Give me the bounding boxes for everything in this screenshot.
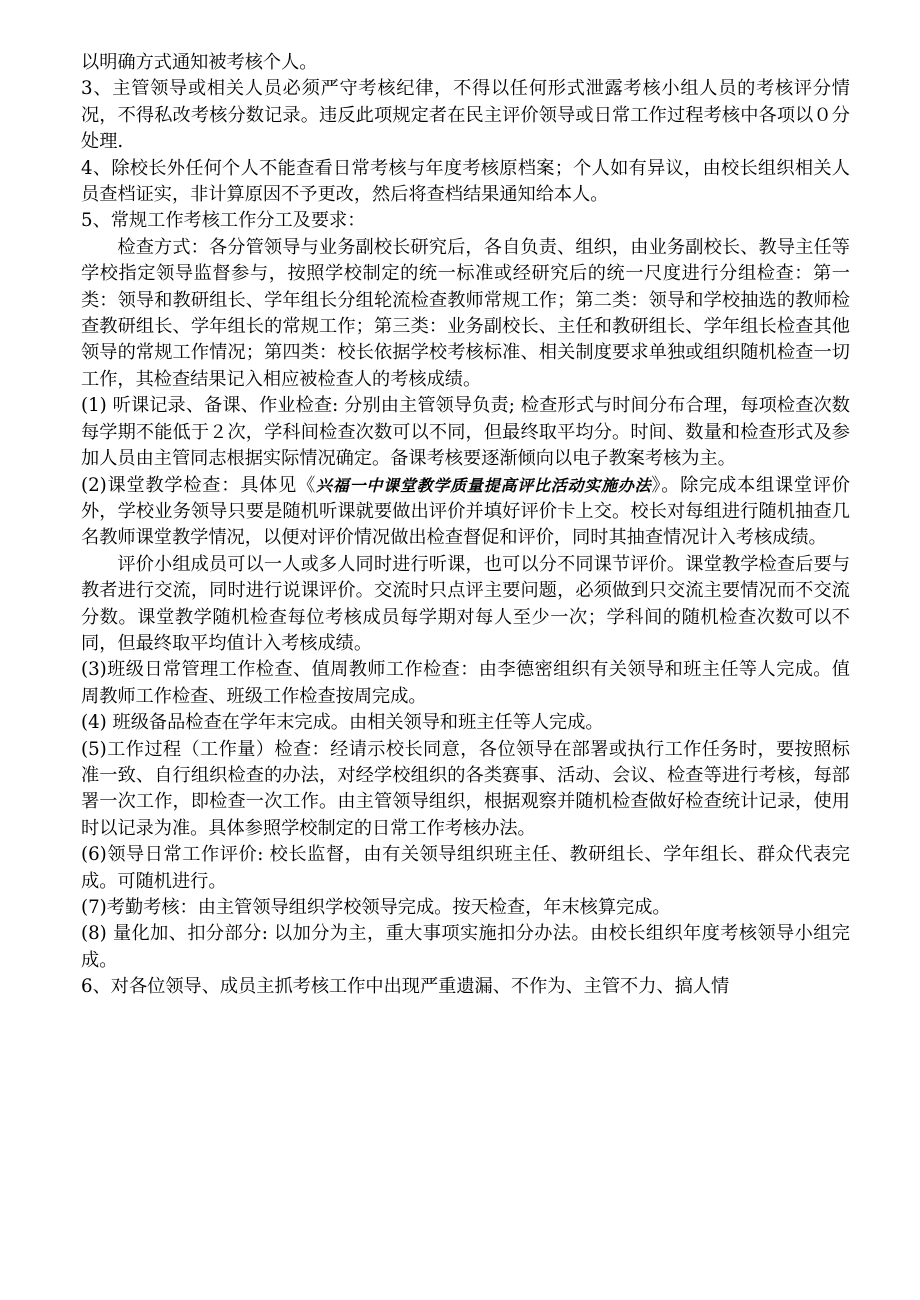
item-2-lead: (2)课堂教学检查：具体见《 <box>81 474 317 496</box>
item-7-attendance: (7)考勤考核：由主管领导组织学校领导完成。按天检查，年末核算完成。 <box>81 897 671 918</box>
item-2-title-close: 》 <box>651 474 662 496</box>
referenced-document-title: 兴福一中课堂教学质量提高评比活动实施办法 <box>316 475 652 495</box>
item-2-classroom-inspection <box>81 473 850 552</box>
item-6-leader-evaluation: (6)领导日常工作评价: 校长监督，由有关领导组织班主任、教研组长、学年组长、群众代表完成。可随机进行。 <box>81 844 850 892</box>
item-3-class-management: (3)班级日常管理工作检查、值周教师工作检查：由李德密组织有关领导和班主任等人完成。值周教师工作检查、班级工作检查按周完成。 <box>81 659 850 707</box>
item-4-class-supplies: (4) 班级备品检查在学年末完成。由相关领导和班主任等人完成。 <box>81 712 604 734</box>
paragraph-6-accountability: 6、对各位领导、成员主抓考核工作中出现严重遗漏、不作为、主管不力、搞人情 <box>81 976 730 998</box>
paragraph-5-heading: 5、常规工作考核工作分工及要求： <box>81 210 366 232</box>
item-2-body: 。除完成本组课堂评价外，学校业务领导只要是随机听课就要做出评价并填好评价卡上交。校长对每组进行随机抽查几名教师课堂教学情况，以便对评价情况做出检查督促和评价，同时其抽查情况计入考核成绩。 <box>81 474 850 549</box>
paragraph-4-archive: 4、除校长外任何个人不能查看日常考核与年度考核原档案；个人如有异议，由校长组织相关人员查档证实，非计算原因不予更改，然后将查档结果通知给本人。 <box>81 157 850 206</box>
item-8-quantified-points: (8) 量化加、扣分部分: 以加分为主，重大事项实施扣分办法。由校长组织年度考核领导小组完成。 <box>81 923 850 971</box>
item-1-lesson-records: (1) 听课记录、备课、作业检查: 分别由主管领导负责; 检查形式与时间分布合理，每项检查次数每学期不能低于２次，学科间检查次数可以不同，但最终取平均分。时间、数量和检查形式及参加人员由主管同志根据实际情况确定。备课考核要逐渐倾向以电子教案考核为主。 <box>81 395 850 470</box>
paragraph-3-discipline: 3、主管领导或相关人员必须严守考核纪律，不得以任何形式泄露考核小组人员的考核评分情况，不得私改考核分数记录。违反此项规定者在民主评价领导或日常工作过程考核中各项以０分处理. <box>81 78 850 153</box>
paragraph-notify: 以明确方式通知被考核个人。 <box>81 52 318 73</box>
paragraph-evaluation-group: 评价小组成员可以一人或多人同时进行听课，也可以分不同课节评价。课堂教学检查后要与教者进行交流，同时进行说课评价。交流时只点评主要问题，必须做到只交流主要情况而不交流分数。课堂教学随机检查每位考核成员每学期对每人至少一次；学科间的随机检查次数可以不同，但最终取平均值计入考核成绩。 <box>81 553 850 654</box>
item-5-work-process: (5)工作过程（工作量）检查：经请示校长同意，各位领导在部署或执行工作任务时，要按照标准一致、自行组织检查的办法，对经学校组织的各类赛事、活动、会议、检查等进行考核，每部署一次工作，即检查一次工作。由主管领导组织，根据观察并随机检查做好检查统计记录，使用时以记录为准。具体参照学校制定的日常工作考核办法。 <box>81 738 850 839</box>
paragraph-inspection-method: 检查方式：各分管领导与业务副校长研究后，各自负责、组织，由业务副校长、教导主任等学校指定领导监督参与，按照学校制定的统一标准或经研究后的统一尺度进行分组检查：第一类：领导和教研组长、学年组长分组轮流检查教师常规工作；第二类：领导和学校抽选的教师检查教研组长、学年组长的常规工作；第三类：业务副校长、主任和教研组长、学年组长检查其他领导的常规工作情况；第四类：校长依据学校考核标准、相关制度要求单独或组织随机检查一切工作，其检查结果记入相应被检查人的考核成绩。 <box>81 236 850 390</box>
